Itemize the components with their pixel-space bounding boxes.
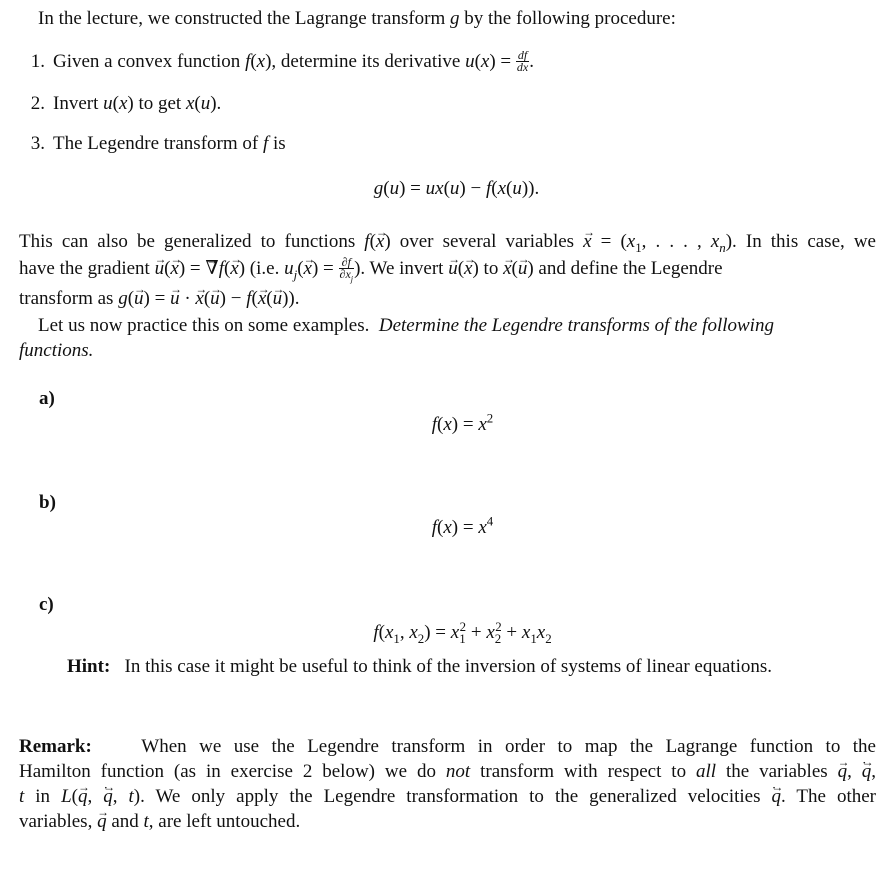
exercise-b-label: b) [39,492,56,513]
intro-text: In the lecture, we constructed the Lagrange transform g by the following procedure: [38,8,676,29]
exercise-b-formula: $f(x) = x^4$ [431,513,494,538]
practice-line-1: Let us now practice this on some examples. Determine the Legendre transforms of the following [38,315,774,336]
practice-line-2: functions. [19,340,94,361]
exercise-c-formula: $f(x_1$, $x_2) = x_1^2 + x_2^2 + x_1x_2$ [373,618,552,646]
remark-line-2: Hamilton function (as in exercise 2 below) we do not transform with respect to all the variables q →, ˙ q →, [19,759,876,784]
remark-line-4: variables, q → and t, are left untouched. [19,809,300,834]
step-1: 1. Given a convex function f(x), determine its derivative u(x) = $\frac{df}{dx}$ . [30,48,534,75]
exercise-a-formula: $f(x) = x^2$ [431,410,494,435]
exercise-a-label: a) [39,388,55,409]
remark-label: Remark: [19,736,92,757]
step-2: 2. Invert u(x) to get x(u). [30,93,222,114]
general-paragraph-line-1: This can also be generalized to functions f(x →) over several variables x → = ($x_1$, . . . , $x_n$). In this case, we [19,229,876,254]
hint-text: In this case it might be useful to think of the inversion of systems of linear equations. [124,656,772,677]
general-paragraph-line-2: have the gradient u →(x →) = ∇ →f(x →) (i.e. $u_j(x$ →) = $\frac{\partial f}{\partial x_j}$ ). We invert u →(x →) to x →(u →) and define the Legendre [19,256,876,281]
practice-lead: Let us now practice this on some examples. [38,315,370,336]
step-3: 3. The Legendre transform of f is [30,133,286,154]
remark-line-3: t in L(q →, ˙ q →, t). We only apply the Legendre transformation to the generalized velocities ˙ q →. The other [19,784,876,809]
exercise-c-label: c) [39,594,54,615]
main-equation: g(u) = ux(u) − f(x(u)). [373,178,540,199]
hint-line [67,654,772,679]
hint-label: Hint: [67,656,111,677]
general-paragraph-line-3: transform as g(u →) = u → · x →(u →) − f(x →(u →)). [19,286,300,311]
remark-line-1: Remark: When we use the Legendre transform in order to map the Lagrange function to the [19,736,876,757]
